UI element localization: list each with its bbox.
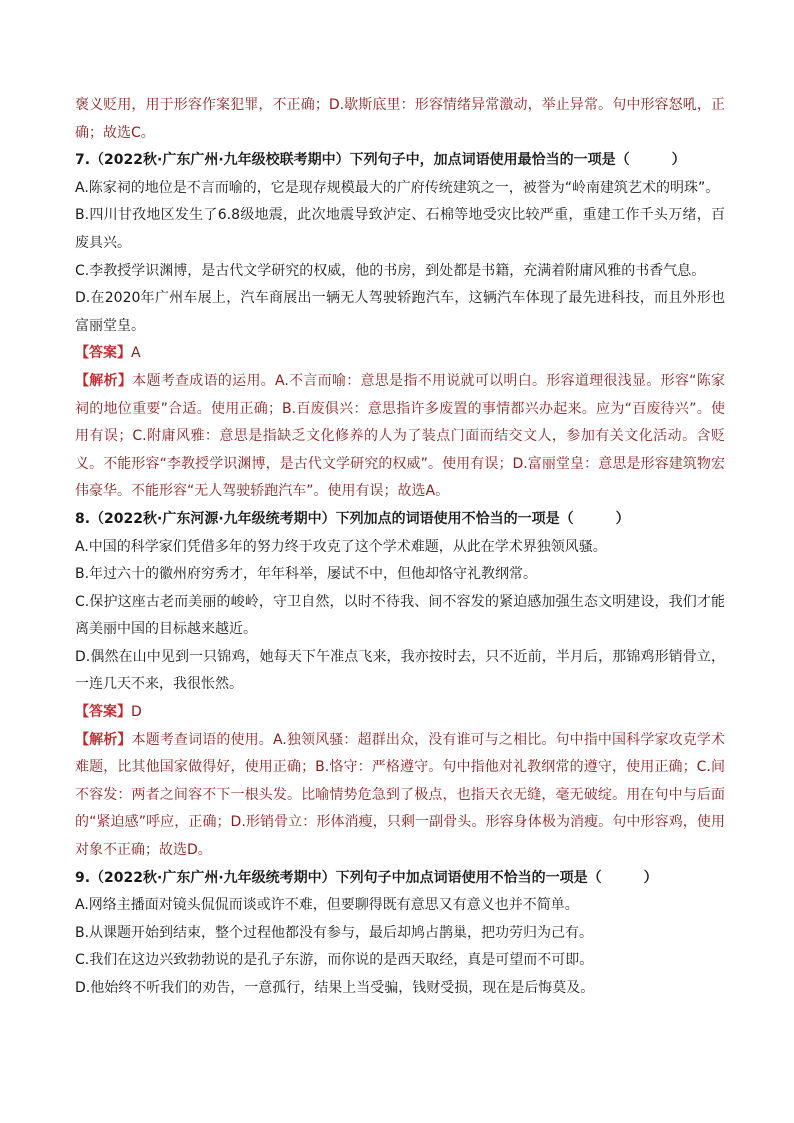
question-9-option-d: D.他始终不听我们的劝告，一意孤行，结果上当受骗，钱财受损，现在是后悔莫及。 (75, 980, 595, 996)
question-9-stem: 9.（2022秋·广东广州·九年级统考期中）下列句子中加点词语使用不恰当的一项是（ ） (75, 869, 658, 886)
analysis-label: 【解析】 (75, 731, 132, 748)
analysis-continuation: 褒义贬用，用于形容作案犯罪，不正确；D.歇斯底里：形容情绪异常激动，举止异常。句中形容怒吼，正确；故选C。 (75, 97, 725, 141)
question-7-option-c: C.李教授学识渊博，是古代文学研究的权威，他的书房，到处都是书籍，充满着附庸风雅的书香气息。 (75, 262, 706, 279)
question-8-option-b: B.年过六十的徽州府穷秀才，年年科举，屡试不中，但他却恪守礼教纲常。 (75, 566, 538, 583)
question-8-answer (75, 699, 725, 727)
question-7-stem: 7.（2022秋·广东广州·九年级校联考期中）下列句子中，加点词语使用最恰当的一项是（ ） (75, 152, 686, 169)
question-8-stem: 8.（2022秋·广东河源·九年级统考期中）下列加点的词语使用不恰当的一项是（ ） (75, 510, 630, 527)
analysis-text: 本题考查成语的运用。A.不言而喻：意思是指不用说就可以明白。形容道理很浅显。形容“陈家祠的地位重要”合适。使用正确；B.百废俱兴：意思指许多废置的事情都兴办起来。应为“百废待兴”。使用有误；C.附庸风雅：意思是指缺乏文化修养的人为了装点门面而结交文人，参加有关文化活动。含贬义。不能形容“李教授学识渊博，是古代文学研究的权威”。使用有误；D.富丽堂皇：意思是形容建筑物宏伟豪华。不能形容“无人驾驶轿跑汽车”。使用有误；故选A。 (75, 372, 725, 500)
question-8-option-c: C.保护这座古老而美丽的峻岭，守卫自然，以时不待我、间不容发的紧迫感加强生态文明建设，我们才能离美丽中国的目标越来越近。 (75, 593, 725, 638)
question-7-analysis (75, 368, 725, 506)
question-8-option-a: A.中国的科学家们凭借多年的努力终于攻克了这个学术难题，从此在学术界独领风骚。 (75, 538, 607, 555)
question-7-option-b: B.四川甘孜地区发生了6.8级地震，此次地震导致泸定、石棉等地受灾比较严重，重建工作千头万绪，百废具兴。 (75, 207, 725, 251)
document-body (75, 92, 725, 1003)
question-8-option-d: D.偶然在山中见到一只锦鸡，她每天下午准点飞来，我亦按时去，只不近前，半月后，那锦鸡形销骨立，一连几天不来，我很怅然。 (75, 648, 725, 693)
question-8-analysis (75, 727, 725, 865)
answer-value: D (131, 704, 142, 721)
question-7-answer (75, 340, 725, 368)
question-9-option-b: B.从课题开始到结束，整个过程他都没有参与，最后却鸠占鹊巢，把功劳归为己有。 (75, 924, 594, 941)
answer-label: 【答案】 (75, 345, 131, 362)
question-7-option-a: A.陈家祠的地位是不言而喻的，它是现存规模最大的广府传统建筑之一，被誉为“岭南建筑艺术的明珠”。 (75, 179, 720, 196)
answer-label: 【答案】 (75, 704, 131, 721)
analysis-text: 本题考查词语的使用。A.独领风骚：超群出众，没有谁可与之相比。句中指中国科学家攻克学术难题，比其他国家做得好，使用正确；B.恪守：严格遵守。句中指他对礼教纲常的遵守，使用正确；C.间不容发：两者之间容不下一根头发。比喻情势危急到了极点，也指天衣无缝，毫无破绽。用在句中与后面的“紧迫感”呼应，正确；D.形销骨立：形体消瘦，只剩一副骨头。形容身体极为消瘦。句中形容鸡，使用对象不正确；故选D。 (75, 731, 726, 859)
question-9-option-c: C.我们在这边兴致勃勃说的是孔子东游，而你说的是西天取经，真是可望而不可即。 (75, 952, 594, 969)
analysis-label: 【解析】 (75, 372, 133, 389)
answer-value: A (131, 345, 141, 362)
question-9-option-a: A.网络主播面对镜头侃侃而谈或许不难，但要聊得既有意思又有意义也并不简单。 (75, 897, 579, 914)
question-7-option-d: D.在2020年广州车展上，汽车商展出一辆无人驾驶轿跑汽车，这辆汽车体现了最先进科技，而且外形也富丽堂皇。 (75, 290, 725, 334)
